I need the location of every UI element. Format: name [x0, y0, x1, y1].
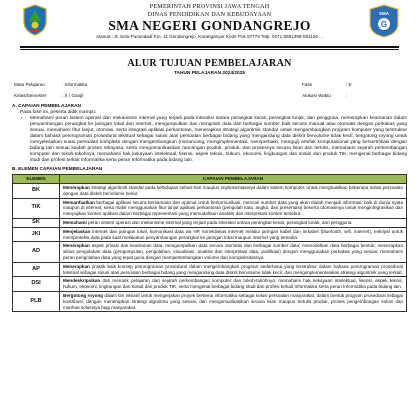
- header-government: PEMERINTAH PROVINSI JAWA TENGAH: [149, 3, 270, 10]
- title-main: ALUR TUJUAN PEMBELAJARAN: [127, 58, 292, 69]
- element-outcome: [60, 277, 407, 292]
- outcomes-list: [12, 116, 407, 164]
- outcome-keyword: Menjelaskan: [63, 228, 91, 234]
- outcome-keyword: Bergotong royong: [63, 292, 104, 298]
- identity-block: [12, 82, 407, 104]
- elements-table: [12, 174, 407, 312]
- element-outcome: [60, 218, 407, 227]
- time-allocation-label: Alokasi Waktu: [302, 93, 331, 98]
- col-header-outcome: CAPAIAN PEMBELAJARAN: [60, 175, 407, 184]
- element-outcome: [60, 242, 407, 262]
- element-code: AP: [13, 262, 60, 277]
- outcome-text: dan menarik pelajaran dari sejarah perkembangan komputer dan tokoh-tokohnya, memahami hak kekayaan intelektual, lisensi, aspek teknis, hukum, ekonomi, lingkungan dan sosial dari produk TIK, serta mengenal berbagai bidang studi dan profesi terkait Informatika serta peran Informatika pada bidang lain.: [63, 278, 403, 290]
- header-department: DINAS PENDIDIKAN DAN KEBUDAYAAN: [147, 10, 272, 18]
- province-emblem-icon: [22, 4, 48, 36]
- subject-value: : Informatika: [62, 82, 88, 87]
- title-academic-year: TAHUN PELAJARAN 2024/2025: [173, 71, 246, 76]
- subject-label: Mata Pelajaran: [14, 82, 45, 87]
- element-outcome: [60, 291, 407, 311]
- element-code: BK: [13, 184, 60, 199]
- element-outcome: [60, 184, 407, 199]
- table-row: [13, 277, 407, 292]
- document-title: [12, 58, 407, 76]
- table-row: [13, 262, 407, 277]
- svg-text:G: G: [380, 20, 388, 29]
- class-semester-value: : X / Ganjil: [62, 93, 84, 98]
- time-allocation-value: :: [346, 93, 348, 98]
- header-rule-thick: [20, 46, 399, 48]
- element-code: DSI: [13, 277, 60, 292]
- outcome-text: aspek privasi dan keamanan data, mengumpulkan data secara otomatis dari berbagai sumber data; memodelkan data berbagai bentuk; menerapkan siklus pengolahan data (pengumpulan, pengolahan, visualisasi, analisis dan interpretasi data, publikasi) dengan menggunakan perkakas yang sesuai; memahami peran pengolahan data yang tepat guna dengan mempertimbangkan volume dan kompleksitasnya.: [63, 243, 403, 260]
- table-row: [13, 242, 407, 262]
- element-outcome: [60, 262, 407, 277]
- element-outcome: [60, 198, 407, 218]
- table-row: [13, 291, 407, 311]
- table-header-row: [13, 175, 407, 184]
- outcome-keyword: Menerapkan: [63, 185, 90, 190]
- table-row: [13, 227, 407, 242]
- element-code: TIK: [13, 198, 60, 218]
- section-a-intro: Pada fase ini, peserta didik mampu:: [20, 110, 97, 115]
- element-code: SK: [13, 218, 60, 227]
- class-semester-label: Kelas/Semester: [14, 93, 47, 98]
- school-address: Alamat : Jl. Solo-Purwodadi Km. 11 Gondangrejo, Karanganyar Kode Pos 57773 Telp. 0271 8591398-081126 ...: [95, 34, 324, 39]
- outcome-bullet: • Memahami peran sistem operasi dan mekanisme internal yang terjadi pada interaksi antara perangkat keras, perangkat lunak, dan pengguna, menerapkan keamanan dalam penyambungan perangkat ke jaringan lokal dan internet, mengumpulkan dan mengolah data dari berbagai sumber baik secara manual atau otomatis dengan perkakas yang sesuai, memahami fitur lanjut, otomasi, serta integrasi aplikasi perkantoran, menerapkan strategi algoritmik standar untuk mengembangkan program komputer yang terstruktur dalam bahasa pemrograman prosedural tekstual sebagai solusi atas persoalan berbagai bidang yang mengandung data diskrit bervolume tidak kecil, bergotong royong untuk menyelesaikan suatu persoalan kompleks dengan mengembangkan (merancang, mengimplementasi, memperbaiki, menguji) artefak komputasional yang bersertifikasi dengan bidang lain sesuai kaidah proses rekayasa, serta mengomunikasikan rancangan produk, produk, dan prosesnya secara lisan dan tertulis, memahami sejarah perkembangan komputer dan tokoh-tokohnya, memahami hak kekayaan intelektual, lisensi, aspek teknis, hukum, ekonomi, lingkungan dan sosial dari produk TIK, mengenal berbagai bidang studi dan profesi terkait Informatika serta peran Informatika pada bidang lain.: [30, 116, 407, 164]
- table-row: [13, 218, 407, 227]
- section-learning-outcomes: [12, 104, 407, 164]
- col-header-element: ELEMEN: [13, 175, 60, 184]
- element-code: AD: [13, 242, 60, 262]
- phase-label: Fase: [302, 82, 313, 87]
- outcome-text: dalam tim inklusif untuk mengerjakan proyek bertema informatika sebagai solusi persoalan masyarakat, dalam bentuk program prosedural sebagai kontribusi, dengan menerapkan strategi algoritma yang sesuai, dan mengomunikasikan secara lisan maupun tertulis produk, proses pengembangan solusi dan manfaat solusinya bagi masyarakat.: [63, 292, 403, 310]
- outcome-text: strategi algoritmik standar pada kehidupan sehari-hari maupun implementasinya dalam sistem komputer, untuk menghasilkan beberapa solusi persoalan dengan data diskrit bervolume besar.: [63, 185, 403, 196]
- section-b-heading: B. ELEMEN CAPAIAN PEMBELAJARAN: [12, 167, 103, 172]
- outcome-keyword: Memanfaatkan: [63, 199, 95, 205]
- letterhead: [12, 0, 407, 50]
- table-row: [13, 184, 407, 199]
- table-row: [13, 198, 407, 218]
- outcome-keyword: Menerapkan: [63, 263, 90, 269]
- svg-text:SMA: SMA: [379, 11, 389, 16]
- outcome-keyword: Mendeskripsikan: [63, 278, 101, 284]
- outcome-text: praktik baik konsep pemrograman prosedural dalam mengembangkan program sederhana yang terstruktur dalam bahasa pemrograman prosedural tekstual sebagai solusi atas persoalan berbagai bidang yang mengandung data diskrit bervolume tidak kecil, dan mengimplementasikan strategi algoritmik yang terkait.: [63, 263, 403, 275]
- outcome-text: internet dan jaringan lokal, komunikasi data via HP, konektivitas internet melalui jaringan kabel dan nirkabel (bluetooth, wifi, internet), enkripsi untuk memproteksi data pada saat melakukan penyambungan perangkat ke jaringan lokal maupun internet yang tersedia.: [63, 228, 403, 240]
- section-a-heading: A. CAPAIAN PEMBELAJARAN: [12, 104, 81, 109]
- outcome-keyword: Memahami: [63, 219, 87, 225]
- element-code: JKI: [13, 227, 60, 242]
- element-code: PLB: [13, 291, 60, 311]
- phase-value: : E: [346, 82, 352, 87]
- element-outcome: [60, 227, 407, 242]
- outcome-keyword: Menerapkan: [63, 243, 90, 249]
- header-rule-thin: [20, 49, 399, 50]
- school-badge-icon: [369, 4, 399, 38]
- outcome-text: peran sistem operasi dan mekanisme internal yang terjadi pada interaksi antara perangkat keras, perangkat lunak, dan pengguna.: [86, 219, 353, 225]
- letterhead-text: [54, 3, 365, 40]
- outcome-text: berbagai aplikasi secara bersamaan dan optimal untuk berkomunikasi, mencari sumber data yang akan diolah menjadi informasi, baik di dunia nyata maupun di internet, serta mahir menggunakan fitur lanjut aplikasi perkantoran (pengolah kata, angka, dan presentasi) beserta otomasinya untuk mengintegrasikan dan menyajikan konten aplikasi dalam berbagai representasi yang memudahkan analisis dan interpretasi konten tersebut.: [63, 199, 403, 217]
- school-name: SMA NEGERI GONDANGREJO: [108, 18, 311, 33]
